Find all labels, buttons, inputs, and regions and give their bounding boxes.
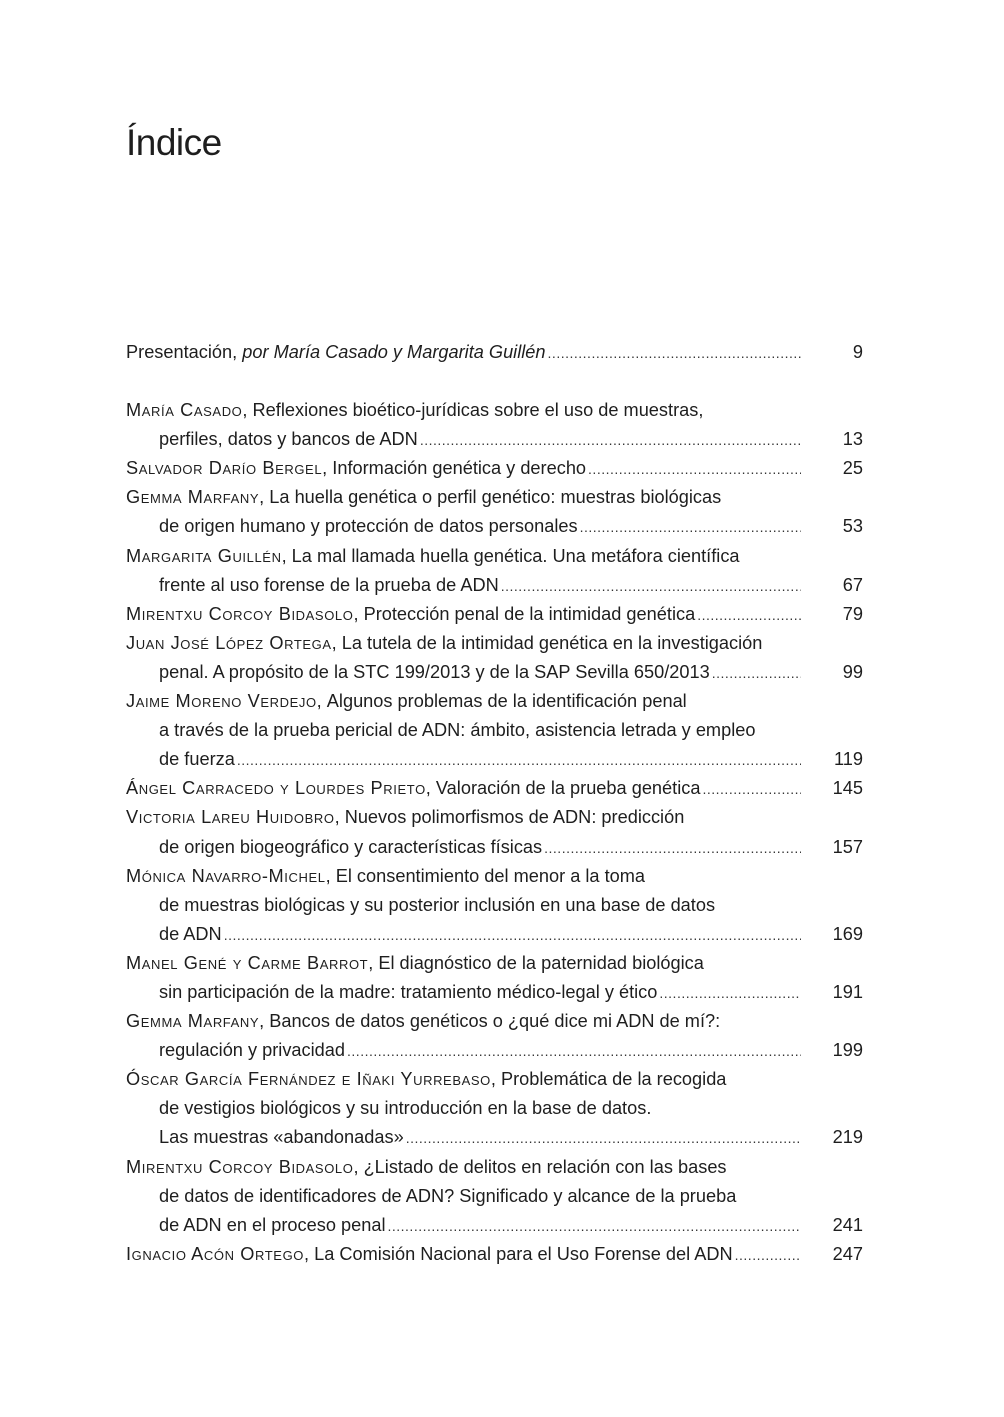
entry-title-line: Protección penal de la intimidad genética xyxy=(363,603,696,624)
entry-title-line: de vestigios biológicos y su introducción en la base de datos. xyxy=(159,1098,652,1119)
entry-title-line: La tutela de la intimidad genética en la investigación xyxy=(341,632,763,653)
dot-leader xyxy=(347,1037,801,1066)
dot-leader xyxy=(735,1241,801,1270)
toc-entry xyxy=(126,687,863,774)
page-number: 241 xyxy=(832,1214,863,1235)
entry-title-line: perfiles, datos y bancos de ADN xyxy=(159,429,418,450)
entry-author: Ignacio Acón Ortego xyxy=(126,1243,304,1264)
toc-entry xyxy=(126,1153,863,1240)
dot-leader xyxy=(501,572,801,601)
dot-leader xyxy=(387,1212,801,1241)
entry-title-line: El consentimiento del menor a la toma xyxy=(335,865,646,886)
entry-author: Ángel Carracedo y Lourdes Prieto xyxy=(126,778,426,799)
entry-title-line: de ADN en el proceso penal xyxy=(159,1214,386,1235)
toc-line xyxy=(126,745,863,774)
dot-leader xyxy=(588,455,801,484)
toc-line xyxy=(126,1153,863,1182)
dot-leader xyxy=(580,513,801,542)
toc-entry xyxy=(126,483,863,541)
entry-title-line: La huella genética o perfil genético: muestras biológicas xyxy=(269,487,722,508)
toc-line xyxy=(126,1182,863,1211)
dot-leader xyxy=(224,921,801,950)
toc-entry xyxy=(126,629,863,687)
page-number: 169 xyxy=(832,923,863,944)
author-separator: , xyxy=(353,603,364,624)
page-number: 99 xyxy=(842,661,863,682)
toc-line xyxy=(126,803,863,832)
dot-leader xyxy=(702,775,801,804)
page-number: 145 xyxy=(832,778,863,799)
entry-author: Óscar García Fernández e Iñaki Yurrebaso xyxy=(126,1069,491,1090)
author-separator: , xyxy=(331,632,342,653)
entry-title-line: La mal llamada huella genética. Una metáfora científica xyxy=(291,545,740,566)
page-number: 191 xyxy=(832,981,863,1002)
toc-entry xyxy=(126,454,863,483)
entry-title-line: Valoración de la prueba genética xyxy=(435,778,701,799)
author-separator: , xyxy=(353,1156,364,1177)
toc-entry xyxy=(126,1065,863,1152)
entry-author: Mirentxu Corcoy Bidasolo xyxy=(126,603,354,624)
toc-line xyxy=(126,571,863,600)
dot-leader xyxy=(544,834,801,863)
toc-line xyxy=(126,658,863,687)
toc-line xyxy=(126,833,863,862)
toc-entries xyxy=(126,396,863,1269)
entry-author: Gemma Marfany xyxy=(126,487,260,508)
page-number: 67 xyxy=(842,574,863,595)
toc-line xyxy=(126,425,863,454)
toc-line xyxy=(126,1240,863,1269)
toc-line xyxy=(126,629,863,658)
page-number: 25 xyxy=(842,458,863,479)
toc-line xyxy=(126,600,863,629)
toc-entry xyxy=(126,862,863,949)
entry-author: Jaime Moreno Verdejo xyxy=(126,691,317,712)
author-separator: , xyxy=(334,807,345,828)
toc-line xyxy=(126,512,863,541)
author-separator: , xyxy=(304,1243,315,1264)
toc-line xyxy=(126,920,863,949)
toc-entry-presentation xyxy=(126,338,863,367)
author-separator: , xyxy=(259,1011,270,1032)
author-separator: , xyxy=(425,778,436,799)
toc-entry xyxy=(126,949,863,1007)
page-number: 199 xyxy=(832,1040,863,1061)
dot-leader xyxy=(712,659,801,688)
entry-author: Mirentxu Corcoy Bidasolo xyxy=(126,1156,354,1177)
entry-title-line: de origen biogeográfico y características físicas xyxy=(159,836,543,857)
entry-title-line: Algunos problemas de la identificación penal xyxy=(326,691,687,712)
entry-author: Gemma Marfany xyxy=(126,1011,260,1032)
toc-entry xyxy=(126,600,863,629)
entry-author: María Casado xyxy=(126,400,243,421)
entry-author: Victoria Lareu Huidobro xyxy=(126,807,335,828)
entry-title-line: Reflexiones bioético-jurídicas sobre el uso de muestras, xyxy=(252,400,704,421)
entry-title-line: de origen humano y protección de datos personales xyxy=(159,516,578,537)
toc-line xyxy=(126,716,863,745)
toc-entry xyxy=(126,396,863,454)
author-separator: , xyxy=(281,545,292,566)
toc-line xyxy=(126,891,863,920)
page-title: Índice xyxy=(126,122,222,163)
toc-line xyxy=(126,483,863,512)
entry-author: Manel Gené y Carme Barrot xyxy=(126,952,369,973)
entry-title-line: penal. A propósito de la STC 199/2013 y de la SAP Sevilla 650/2013 xyxy=(159,661,710,682)
entry-author: Juan José López Ortega xyxy=(126,632,332,653)
entry-title-line: de muestras biológicas y su posterior inclusión en una base de datos xyxy=(159,894,716,915)
entry-title-line: de fuerza xyxy=(159,749,235,770)
author-separator: , xyxy=(316,691,327,712)
page-number: 119 xyxy=(834,749,863,770)
entry-author: Margarita Guillén xyxy=(126,545,282,566)
author-separator: , xyxy=(242,400,253,421)
entry-author: Salvador Darío Bergel xyxy=(126,458,323,479)
author-separator: , xyxy=(325,865,336,886)
page-number: 13 xyxy=(842,429,863,450)
page-number: 53 xyxy=(842,516,863,537)
toc-line xyxy=(126,1036,863,1065)
toc-line xyxy=(126,978,863,1007)
toc-line xyxy=(126,542,863,571)
author-separator: , xyxy=(322,458,333,479)
toc-line xyxy=(126,1211,863,1240)
toc-entry xyxy=(126,803,863,861)
author-separator: , xyxy=(259,487,270,508)
entry-title-line: regulación y privacidad xyxy=(159,1040,346,1061)
entry-title-line: Problemática de la recogida xyxy=(500,1069,727,1090)
entry-title-line: a través de la prueba pericial de ADN: ámbito, asistencia letrada y empleo xyxy=(159,720,756,741)
dot-leader xyxy=(548,339,801,368)
dot-leader xyxy=(659,979,801,1008)
presentation-label: Presentación, xyxy=(126,342,238,362)
toc-entry xyxy=(126,774,863,803)
page-number: 9 xyxy=(852,342,863,362)
toc-entry xyxy=(126,1007,863,1065)
table-of-contents xyxy=(126,338,863,1269)
entry-title-line: de datos de identificadores de ADN? Significado y alcance de la prueba xyxy=(159,1185,737,1206)
toc-line xyxy=(126,1094,863,1123)
toc-line xyxy=(126,1123,863,1152)
author-separator: , xyxy=(490,1069,501,1090)
toc-line xyxy=(126,949,863,978)
toc-entry xyxy=(126,542,863,600)
author-separator: , xyxy=(368,952,379,973)
dot-leader xyxy=(237,746,801,775)
dot-leader xyxy=(697,601,801,630)
toc-entry xyxy=(126,1240,863,1269)
page-number: 157 xyxy=(832,836,863,857)
toc-line xyxy=(126,338,863,367)
entry-title-line: frente al uso forense de la prueba de ADN xyxy=(159,574,499,595)
dot-leader xyxy=(420,426,801,455)
entry-title-line: El diagnóstico de la paternidad biológica xyxy=(378,952,704,973)
entry-title-line: sin participación de la madre: tratamiento médico-legal y ético xyxy=(159,981,658,1002)
entry-title-line: ¿Listado de delitos en relación con las bases xyxy=(363,1156,727,1177)
toc-line xyxy=(126,774,863,803)
entry-title-line: La Comisión Nacional para el Uso Forense del ADN xyxy=(314,1243,733,1264)
toc-line xyxy=(126,1065,863,1094)
page-number: 219 xyxy=(832,1127,863,1148)
entry-title-line: Nuevos polimorfismos de ADN: predicción xyxy=(344,807,685,828)
entry-title-line: Información genética y derecho xyxy=(332,458,587,479)
dot-leader xyxy=(406,1124,801,1153)
toc-line xyxy=(126,454,863,483)
presentation-byline: por María Casado y Margarita Guillén xyxy=(242,342,546,362)
toc-line xyxy=(126,396,863,425)
entry-title-line: Las muestras «abandonadas» xyxy=(159,1127,404,1148)
page-number: 247 xyxy=(832,1243,863,1264)
entry-title-line: Bancos de datos genéticos o ¿qué dice mi ADN de mí?: xyxy=(269,1011,721,1032)
page-number: 79 xyxy=(842,603,863,624)
toc-line xyxy=(126,687,863,716)
toc-line xyxy=(126,862,863,891)
toc-line xyxy=(126,1007,863,1036)
entry-author: Mónica Navarro-Michel xyxy=(126,865,326,886)
entry-title-line: de ADN xyxy=(159,923,222,944)
